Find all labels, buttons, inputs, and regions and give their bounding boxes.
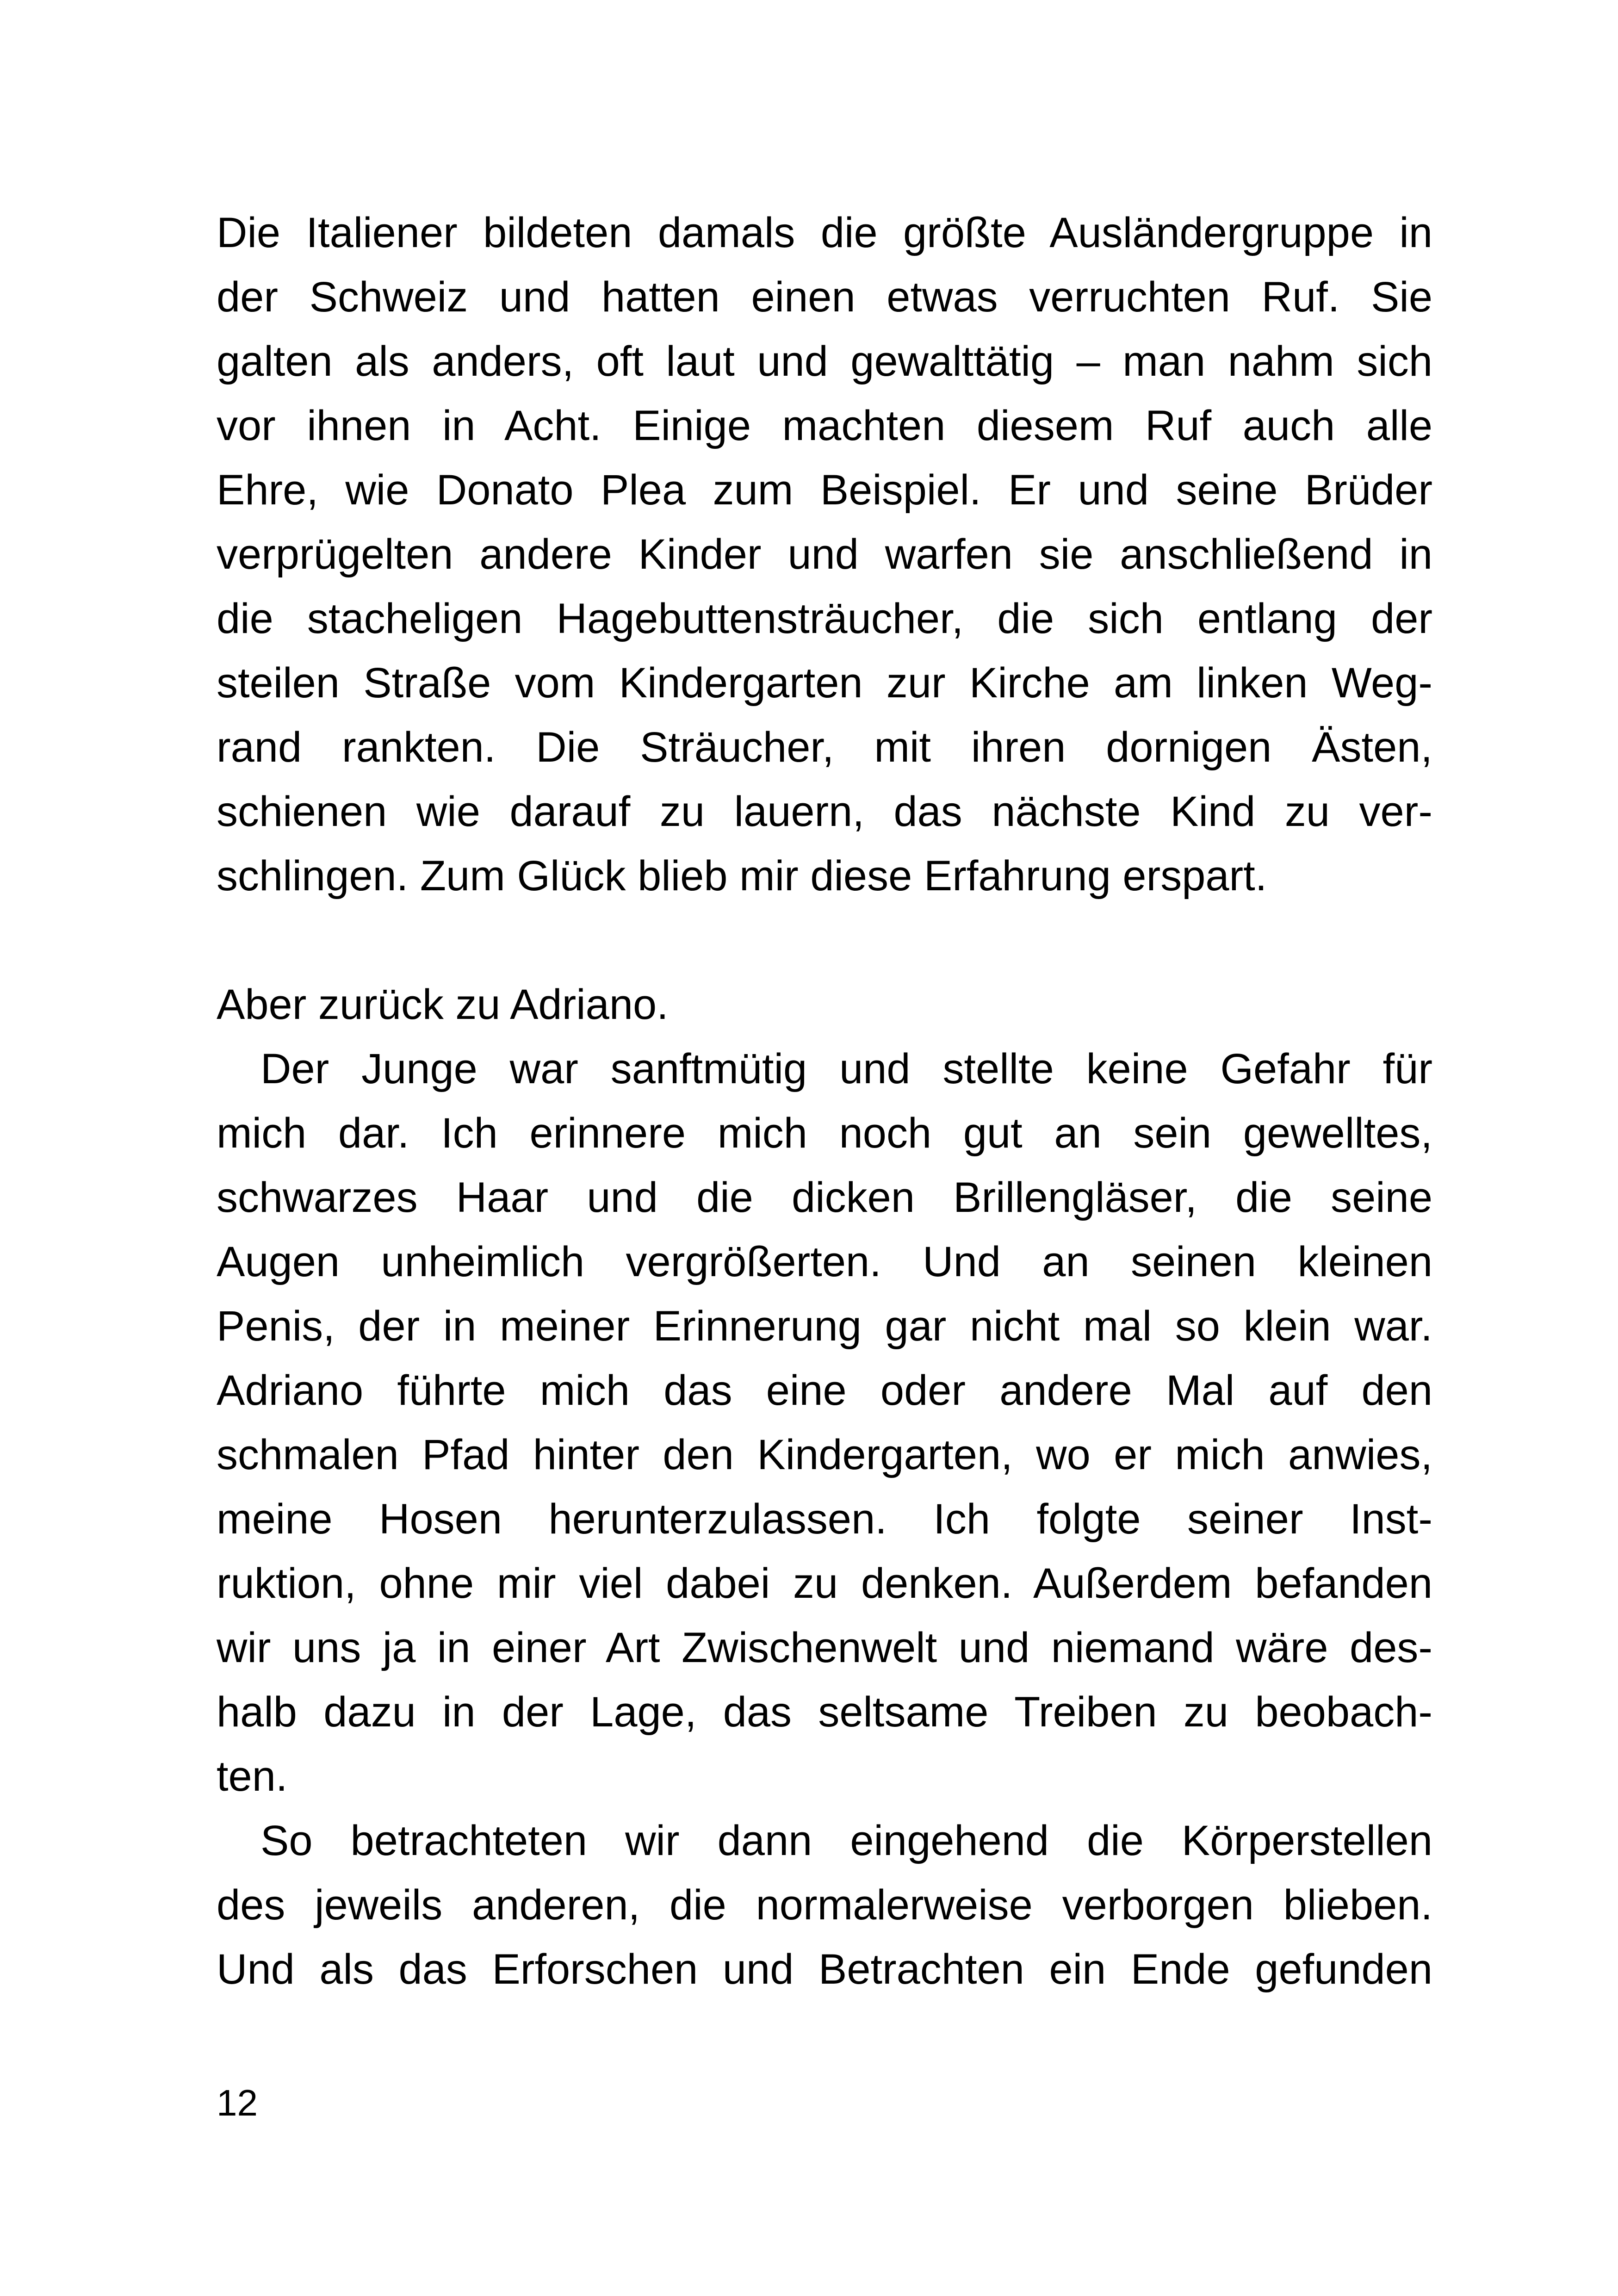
- text-line: wir uns ja in einer Art Zwischenwelt und niemand wäre des-: [217, 1624, 1432, 1671]
- text-line: ten.: [217, 1753, 288, 1800]
- text-line: meine Hosen herunterzulassen. Ich folgte seiner Inst-: [217, 1496, 1432, 1543]
- text-line: Und als das Erforschen und Betrachten ein Ende gefunden: [217, 1946, 1432, 1993]
- text-line: Aber zurück zu Adriano.: [217, 981, 669, 1028]
- text-line: Ehre, wie Donato Plea zum Beispiel. Er und seine Brüder: [217, 466, 1432, 514]
- text-line: schienen wie darauf zu lauern, das nächste Kind zu ver-: [217, 788, 1432, 835]
- text-line: Die Italiener bildeten damals die größte Ausländergruppe in: [217, 209, 1432, 256]
- text-line: die stacheligen Hagebuttensträucher, die sich entlang der: [217, 595, 1432, 642]
- text-line: Adriano führte mich das eine oder andere Mal auf den: [217, 1367, 1432, 1414]
- text-line: der Schweiz und hatten einen etwas verruchten Ruf. Sie: [217, 273, 1432, 321]
- text-line: Augen unheimlich vergrößerten. Und an seinen kleinen: [217, 1238, 1432, 1285]
- text-line: mich dar. Ich erinnere mich noch gut an sein gewelltes,: [217, 1110, 1432, 1157]
- text-block-lower: [217, 973, 1432, 2002]
- text-line: des jeweils anderen, die normalerweise verborgen blieben.: [217, 1881, 1432, 1929]
- text-line: schwarzes Haar und die dicken Brillengläser, die seine: [217, 1174, 1432, 1221]
- text-line: halb dazu in der Lage, das seltsame Treiben zu beobach-: [217, 1688, 1432, 1736]
- text-line: schmalen Pfad hinter den Kindergarten, wo er mich anwies,: [217, 1431, 1432, 1478]
- text-line: Penis, der in meiner Erinnerung gar nicht mal so klein war.: [217, 1303, 1432, 1350]
- text-line: vor ihnen in Acht. Einige machten diesem Ruf auch alle: [217, 402, 1432, 449]
- text-line: verprügelten andere Kinder und warfen sie anschließend in: [217, 531, 1432, 578]
- text-line: Der Junge war sanftmütig und stellte keine Gefahr für: [260, 1045, 1432, 1092]
- text-line: schlingen. Zum Glück blieb mir diese Erfahrung erspart.: [217, 852, 1267, 900]
- page-number: 12: [217, 2082, 258, 2123]
- text-line: So betrachteten wir dann eingehend die Körperstellen: [260, 1817, 1432, 1864]
- text-line: steilen Straße vom Kindergarten zur Kirche am linken Weg-: [217, 659, 1432, 707]
- text-block-upper: [217, 201, 1432, 908]
- text-line: rand rankten. Die Sträucher, mit ihren dornigen Ästen,: [217, 724, 1432, 771]
- text-line: ruktion, ohne mir viel dabei zu denken. Außerdem befanden: [217, 1560, 1432, 1607]
- text-line: galten als anders, oft laut und gewalttätig – man nahm sich: [217, 338, 1432, 385]
